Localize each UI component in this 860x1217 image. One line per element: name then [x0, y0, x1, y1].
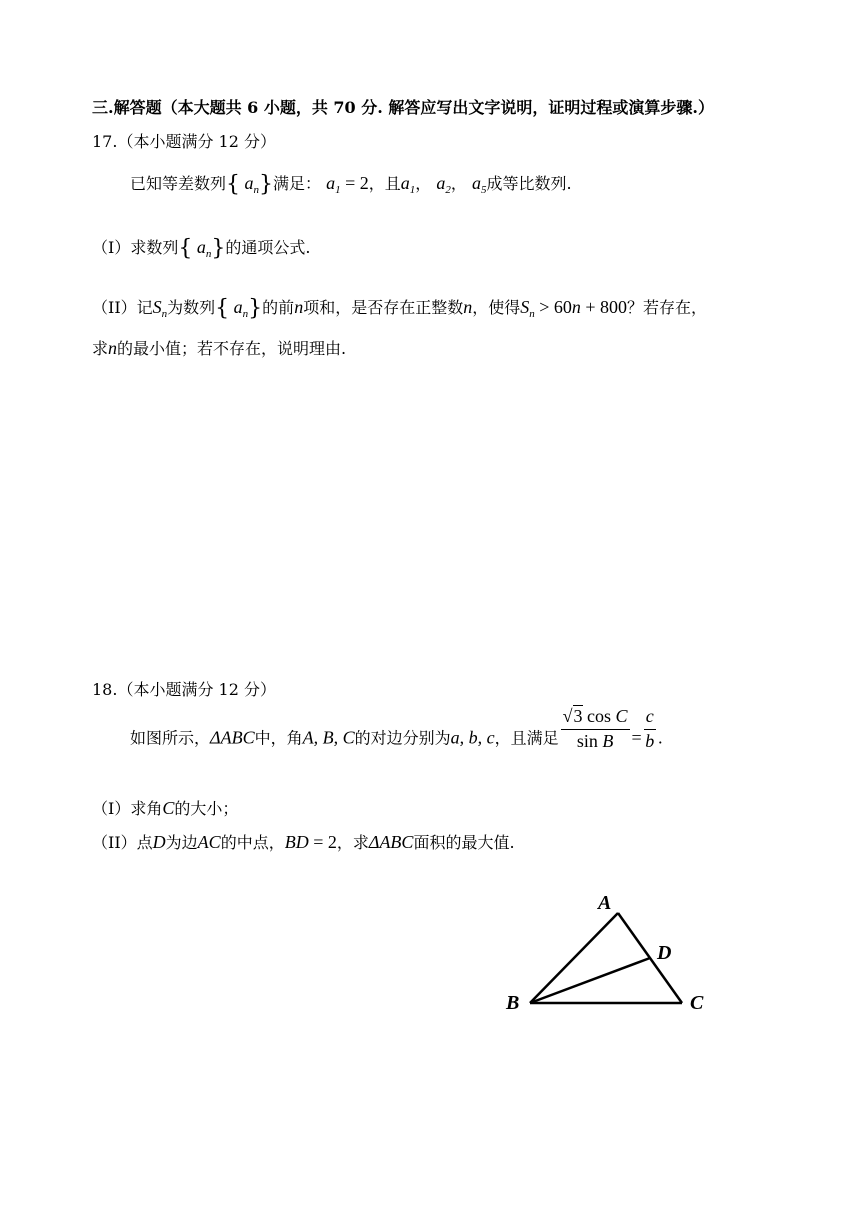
edge-ac: AC [197, 832, 221, 852]
q18-intro-c: 的对边分别为 [354, 728, 451, 748]
angles: A, B, C [302, 727, 355, 748]
n-var: n [294, 297, 304, 317]
q17-part1 [92, 236, 310, 262]
q17-intro-c: ，且 [368, 174, 401, 193]
q17-intro [130, 172, 572, 198]
q17-part2-line2-b: 的最小值；若不存在，说明理由. [117, 339, 347, 358]
section-title-note: （本大题共 6 小题，共 70 分. 解答应写出文字说明，证明过程或演算步骤.） [161, 98, 714, 117]
q18-intro-d: ，且满足 [494, 728, 559, 748]
seq-an: { $a_n$} [215, 296, 263, 321]
q18-part1-a: （I）求角 [92, 799, 163, 818]
label-a: A [598, 892, 612, 914]
q17-part1-a: （I）求数列 [92, 238, 179, 257]
triangle-abc: ΔABC [210, 727, 255, 748]
q17-part2-b: 为数列 [167, 298, 216, 317]
n-var: n [108, 338, 118, 358]
label-b: B [506, 992, 520, 1014]
q18-part2-b: 为边 [165, 833, 198, 852]
a1-equation: $a_1 = 2$ [326, 173, 369, 196]
q18-part1 [92, 798, 238, 820]
seq-an: { $a_n$} [226, 172, 274, 197]
sn-term: $S_n$ [152, 297, 168, 320]
point-d: D [152, 832, 166, 852]
q17-part2 [92, 296, 707, 322]
q17-intro-a: 已知等差数列 [130, 174, 227, 193]
inequality: $S_n > 60n + 800$ [520, 297, 628, 320]
median-bd [530, 958, 650, 1003]
q17-part2-f: ？若存在， [627, 298, 708, 317]
section-title [92, 98, 714, 117]
n-var: n [463, 297, 473, 317]
q18-header: 18.（本小题满分 12 分） [92, 680, 276, 699]
comma: ， [415, 174, 432, 193]
sides: a, b, c [450, 727, 495, 748]
q18-intro-a: 如图所示， [130, 728, 211, 748]
seq-an: { $a_n$} [178, 236, 226, 261]
q18-intro: 如图所示，ΔABC中，角A, B, C的对边分别为a, b, c，且满足 $\frac{\text{√3 cos C}}{\text{sin B}}$ = $\frac{c}{b}$ . [130, 706, 663, 751]
triangle-figure [490, 885, 750, 1035]
edge-ba [530, 913, 618, 1003]
q17-part2-d: 项和，是否存在正整数 [303, 298, 464, 317]
q18-part2-d: ，求 [336, 833, 369, 852]
q17-part2-line2-a: 求 [92, 339, 109, 358]
q17-part1-b: 的通项公式. [225, 238, 311, 257]
q18-part2-a: （II）点 [92, 833, 153, 852]
q17-intro-f: 成等比数列. [486, 174, 572, 193]
q18-part2 [92, 832, 515, 854]
q18-intro-b: 中，角 [254, 728, 303, 748]
q17-part2-c: 的前 [262, 298, 295, 317]
label-d: D [657, 942, 672, 964]
a2-term: $a_2$ [436, 173, 451, 196]
q17-intro-b: 满足： [273, 174, 322, 193]
triangle-abc: ΔABC [368, 832, 414, 852]
bd-equation: BD = 2 [284, 832, 337, 852]
angle-c: C [162, 798, 175, 818]
comma: ， [450, 174, 467, 193]
q18-part2-e: 面积的最大值. [413, 833, 515, 852]
label-c: C [690, 992, 704, 1014]
section-title-bold: 三.解答题 [92, 98, 162, 117]
fraction-condition: $\frac{\text{√3 cos C}}{\text{sin B}}$ [562, 706, 628, 751]
q17-part2-a: （II）记 [92, 298, 153, 317]
q18-part2-c: 的中点， [220, 833, 285, 852]
a5-term: $a_5$ [472, 173, 487, 196]
q17-header: 17.（本小题满分 12 分） [92, 132, 276, 151]
q17-part2-e: ，使得 [472, 298, 521, 317]
fraction-cb: $\frac{c}{b}$ [645, 706, 655, 751]
q18-part1-b: 的大小； [174, 799, 239, 818]
a1-term: $a_1$ [400, 173, 416, 196]
q17-part2-line2 [92, 338, 346, 360]
